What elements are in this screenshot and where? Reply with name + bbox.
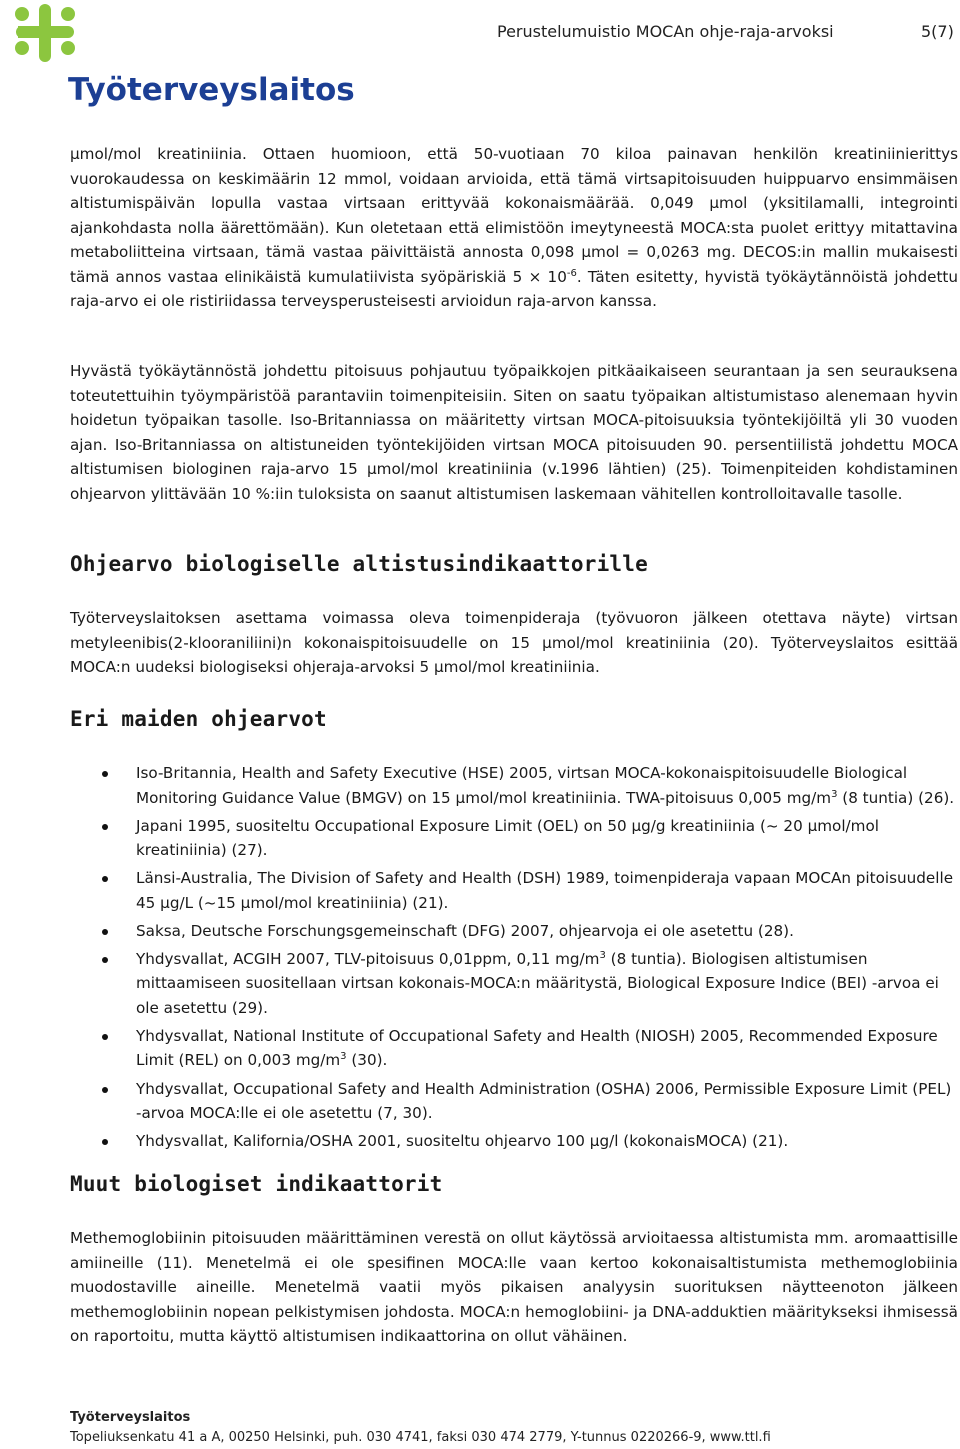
heading-other-indicators	[70, 1172, 958, 1196]
paragraph-1-text-a: µmol/mol kreatiniinia. Ottaen huomioon, että 50-vuotiaan 70 kiloa painavan henkilön kreatiniinierittys vuorokaudessa on keskimäärin 12 mmol, voidaan arvioida, että tämä virtsapitoisuuden huippuarvo ensimmäisen altistumispäivän lopulla vastaa virtsaan erittyvää kokonaismäärää. 0,049 µmol (yksitilamalli, integrointi ajankohdasta nolla äärettömään). Kun oletetaan että elimistöön imeytyneestä MOCA:sta puolet erittyy mitattavina metaboliitteina virtsaan, tämä vastaa päivittäistä annosta 0,098 µmol = 0,0263 mg. DECOS:in mallin mukaisesti tämä annos vastaa elinikäistä kumulatiivista syöpäriskiä 5 × 10	[70, 145, 958, 286]
exponent: -6	[566, 267, 577, 279]
country-guidelines-list	[70, 761, 958, 1157]
ttl-logo-mark-icon	[8, 4, 355, 108]
running-header-title: Perustelumuistio MOCAn ohje-raja-arvoksi	[497, 22, 834, 41]
ttl-logo	[8, 4, 355, 108]
bullet-icon	[102, 957, 108, 963]
logo-wordmark: Työterveyslaitos	[68, 72, 355, 108]
bullet-icon	[102, 824, 108, 830]
heading-biological-guideline	[70, 552, 958, 576]
bullet-icon	[102, 771, 108, 777]
section-heading: Eri maiden ohjearvot	[70, 707, 327, 731]
bullet-icon	[102, 1034, 108, 1040]
paragraph-4-text: Methemoglobiinin pitoisuuden määrittäminen verestä on ollut käytössä arvioitaessa altistumista mm. aromaattisille amiineille (11). Menetelmä ei ole spesifinen MOCA:lle vaan kertoo kokonaisaltistumista methemoglobiinia muodostaville aineille. Menetelmä vaatii myös pikaisen analyysin suorituksen näytteenoton jälkeen methemoglobiinin nopean pelkistymisen johdosta. MOCA:n hemoglobiini- ja DNA-adduktien määritykseksi ihmisessä on raportoitu, mutta käyttö altistumisen indikaattorina on ollut vähäinen.	[70, 1229, 958, 1345]
paragraph-4	[70, 1226, 958, 1349]
paragraph-3	[70, 606, 958, 680]
section-heading: Ohjearvo biologiselle altistusindikaattorille	[70, 552, 648, 576]
paragraph-3-text: Työterveyslaitoksen asettama voimassa oleva toimenpideraja (työvuoron jälkeen otettava näyte) virtsan metyleenibis(2-klooraniliini)n kokonaispitoisuudelle on 15 µmol/mol kreatiniinia (20). Työterveyslaitos esittää MOCA:n uudeksi biologiseksi ohjeraja-arvoksi 5 µmol/mol kreatiniinia.	[70, 609, 958, 676]
bullet-icon	[102, 929, 108, 935]
list-item: Japani 1995, suositeltu Occupational Exposure Limit (OEL) on 50 µg/g kreatiniinia (~ 20 µmol/mol kreatiniinia) (27).	[70, 814, 958, 863]
list-item: Iso-Britannia, Health and Safety Executive (HSE) 2005, virtsan MOCA-kokonaispitoisuudelle Biological Monitoring Guidance Value (BMGV) on 15 µmol/mol kreatiniinia. TWA-pitoisuus 0,005 $mg/m^3$ (8 tuntia) (26).	[70, 761, 958, 810]
list-item: Saksa, Deutsche Forschungsgemeinschaft (DFG) 2007, ohjearvoja ei ole asetettu (28).	[70, 919, 958, 944]
page-footer	[70, 1408, 771, 1448]
list-item: Länsi-Australia, The Division of Safety and Health (DSH) 1989, toimenpideraja vapaan MOCAn pitoisuudelle 45 µg/L (~15 µmol/mol kreatiniinia) (21).	[70, 866, 958, 915]
bullet-icon	[102, 876, 108, 882]
page-number: 5(7)	[921, 22, 954, 41]
heading-country-guidelines	[70, 707, 958, 731]
footer-address: Topeliuksenkatu 41 a A, 00250 Helsinki, puh. 030 4741, faksi 030 474 2779, Y-tunnus 0220266-9, www.ttl.fi	[70, 1430, 771, 1445]
bullet-icon	[102, 1139, 108, 1145]
paragraph-2	[70, 359, 958, 506]
bullet-icon	[102, 1087, 108, 1093]
list-item: Yhdysvallat, Kalifornia/OSHA 2001, suositeltu ohjearvo 100 µg/l (kokonaisMOCA) (21).	[70, 1129, 958, 1154]
paragraph-2-text: Hyvästä työkäytännöstä johdettu pitoisuus pohjautuu työpaikkojen pitkäaikaiseen seurantaan ja sen seurauksena toteutettuihin työympäristöä parantaviin toimenpiteisiin. Siten on saatu työpaikan altistumistaso alenemaan hyvin hoidetun työpaikan tasolle. Iso-Britanniassa on määritetty virtsan MOCA-pitoisuuksia työntekijöiltä yli 30 vuoden ajan. Iso-Britanniassa on altistuneiden työntekijöiden virtsan MOCA pitoisuuden 90. persentiilistä johdettu MOCA altistumisen biologinen raja-arvo 15 µmol/mol kreatiniinia (v.1996 lähtien) (25). Toimenpiteiden kohdistaminen ohjearvon ylittävään 10 %:iin tuloksista on saanut altistumisen laskemaan vähitellen kontrolloitavalle tasolle.	[70, 362, 958, 503]
footer-org: Työterveyslaitos	[70, 1410, 191, 1425]
list-item: Yhdysvallat, National Institute of Occupational Safety and Health (NIOSH) 2005, Recommended Exposure Limit (REL) on 0,003 $mg/m^3$ (30).	[70, 1024, 958, 1073]
list-item: Yhdysvallat, Occupational Safety and Health Administration (OSHA) 2006, Permissible Exposure Limit (PEL) -arvoa MOCA:lle ei ole asetettu (7, 30).	[70, 1077, 958, 1126]
paragraph-1	[70, 142, 958, 314]
section-heading: Muut biologiset indikaattorit	[70, 1172, 443, 1196]
paragraph-1-text-b: . Täten esitetty, hyvistä työkäytännöistä johdettu raja-arvo ei ole ristiriidassa terveysperusteisesti arvioidun raja-arvon kanssa.	[70, 267, 959, 310]
list-item: Yhdysvallat, ACGIH 2007, TLV-pitoisuus 0,01ppm, 0,11 $mg/m^3$ (8 tuntia). Biologisen altistumisen mittaamiseen suositellaan virtsan kokonais-MOCA:n määritystä, Biological Exposure Indice (BEI) -arvoa ei ole asetettu (29).	[70, 947, 958, 1021]
